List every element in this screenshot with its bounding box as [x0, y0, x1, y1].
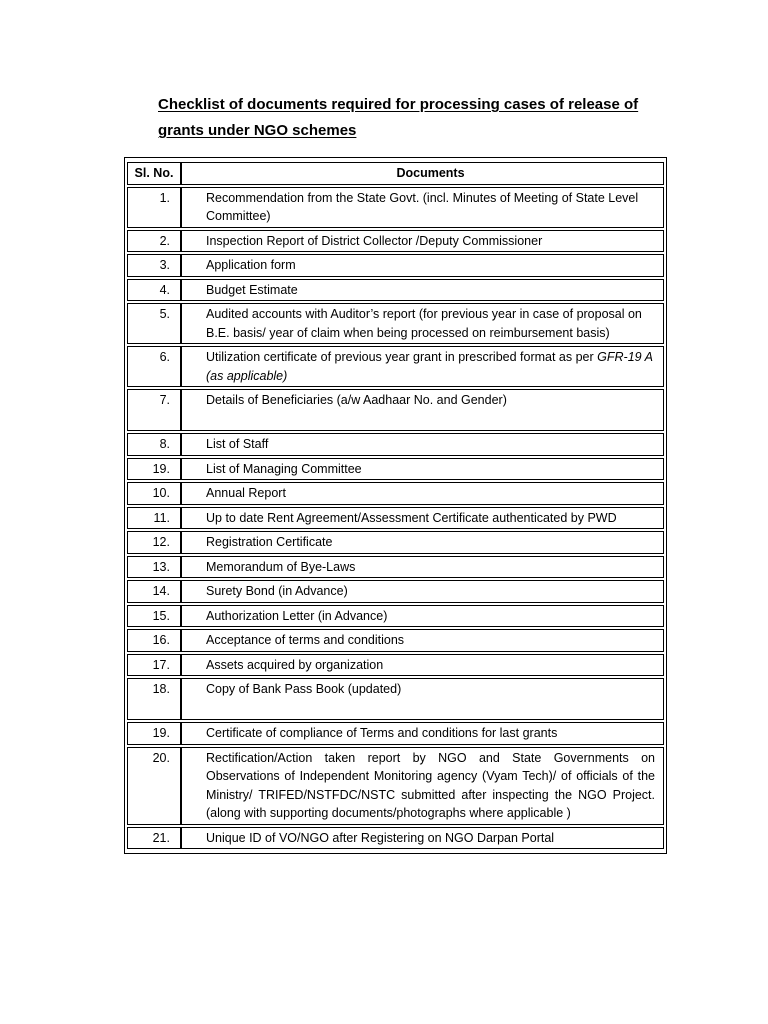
row-sl-no: 10. — [127, 482, 181, 505]
table-row — [127, 605, 664, 628]
document-title — [158, 92, 658, 144]
table-row — [127, 482, 664, 505]
row-sl-no: 11. — [127, 507, 181, 530]
table-row — [127, 556, 664, 579]
row-sl-no: 4. — [127, 279, 181, 302]
table-row — [127, 279, 664, 302]
table-row — [127, 433, 664, 456]
table-row — [127, 458, 664, 481]
row-sl-no: 13. — [127, 556, 181, 579]
row-sl-no: 5. — [127, 303, 181, 344]
checklist-table — [124, 157, 667, 854]
row-sl-no: 17. — [127, 654, 181, 677]
table-row — [127, 230, 664, 253]
row-sl-no: 20. — [127, 747, 181, 825]
row-sl-no: 19. — [127, 458, 181, 481]
row-sl-no: 18. — [127, 678, 181, 720]
row-sl-no: 7. — [127, 389, 181, 431]
row-sl-no: 2. — [127, 230, 181, 253]
row-document: Registration Certificate — [181, 531, 664, 554]
row-document: Recommendation from the State Govt. (incl. Minutes of Meeting of State Level Committee) — [181, 187, 664, 228]
header-documents: Documents — [181, 162, 664, 185]
row-document: List of Managing Committee — [181, 458, 664, 481]
title-line-2: grants under NGO schemes — [158, 122, 357, 139]
row-sl-no: 8. — [127, 433, 181, 456]
table-row — [127, 580, 664, 603]
table-row — [127, 654, 664, 677]
row-document: Budget Estimate — [181, 279, 664, 302]
table-row — [127, 722, 664, 745]
row-document-italic: GFR-19 A (as applicable) — [206, 350, 653, 383]
row-document: Annual Report — [181, 482, 664, 505]
table-row — [127, 389, 664, 431]
row-document: Memorandum of Bye-Laws — [181, 556, 664, 579]
table-row — [127, 531, 664, 554]
row-document: Unique ID of VO/NGO after Registering on NGO Darpan Portal — [181, 827, 664, 850]
table-row — [127, 678, 664, 720]
row-document: Up to date Rent Agreement/Assessment Certificate authenticated by PWD — [181, 507, 664, 530]
table-row — [127, 507, 664, 530]
row-document-text: Utilization certificate of previous year grant in prescribed format as per — [206, 350, 594, 364]
row-document: Audited accounts with Auditor’s report (for previous year in case of proposal on B.E. basis/ year of claim when being processed on reimbursement basis) — [181, 303, 664, 344]
row-document: Assets acquired by organization — [181, 654, 664, 677]
table-row — [127, 747, 664, 825]
table-row — [127, 303, 664, 344]
row-document: List of Staff — [181, 433, 664, 456]
row-document: Details of Beneficiaries (a/w Aadhaar No. and Gender) — [181, 389, 664, 431]
row-sl-no: 3. — [127, 254, 181, 277]
row-document: Authorization Letter (in Advance) — [181, 605, 664, 628]
table-row — [127, 346, 664, 387]
row-document: Inspection Report of District Collector /Deputy Commissioner — [181, 230, 664, 253]
row-document: Copy of Bank Pass Book (updated) — [181, 678, 664, 720]
row-document: Surety Bond (in Advance) — [181, 580, 664, 603]
row-sl-no: 14. — [127, 580, 181, 603]
table-row — [127, 254, 664, 277]
row-sl-no: 16. — [127, 629, 181, 652]
table-header-row — [127, 162, 664, 185]
row-document: Certificate of compliance of Terms and conditions for last grants — [181, 722, 664, 745]
table-row — [127, 187, 664, 228]
row-document: Acceptance of terms and conditions — [181, 629, 664, 652]
table-row — [127, 629, 664, 652]
title-line-1: Checklist of documents required for processing cases of release of — [158, 96, 639, 113]
row-document — [181, 346, 664, 387]
row-sl-no: 6. — [127, 346, 181, 387]
row-document: Application form — [181, 254, 664, 277]
row-sl-no: 15. — [127, 605, 181, 628]
row-sl-no: 21. — [127, 827, 181, 850]
row-sl-no: 19. — [127, 722, 181, 745]
row-document: Rectification/Action taken report by NGO and State Governments on Observations of Independent Monitoring agency (Vyam Tech)/ of officials of the Ministry/ TRIFED/NSTFDC/NSTC submitted after inspecting the NGO Project. (along with supporting documents/photographs where applicable ) — [181, 747, 664, 825]
header-sl-no: Sl. No. — [127, 162, 181, 185]
row-sl-no: 12. — [127, 531, 181, 554]
row-sl-no: 1. — [127, 187, 181, 228]
table-row — [127, 827, 664, 850]
